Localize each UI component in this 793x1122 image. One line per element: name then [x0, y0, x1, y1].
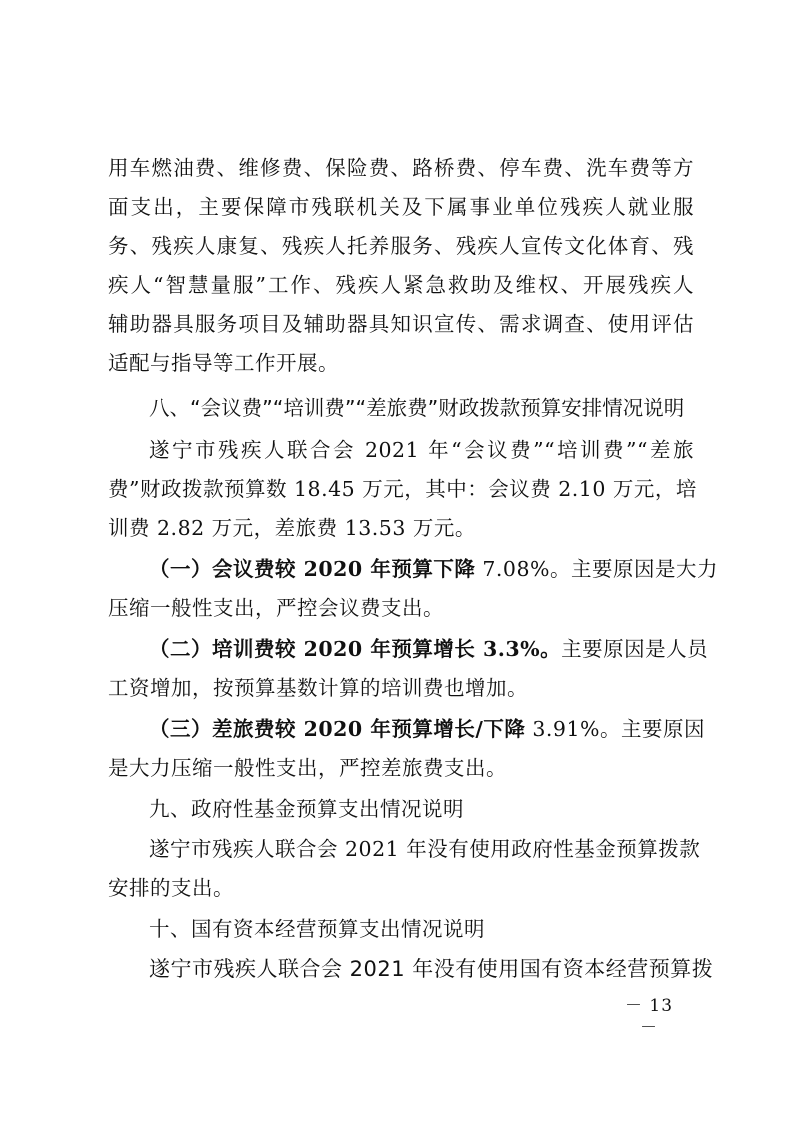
subsection-2-title: （二）培训费较 2020 年预算增长 3.3%。	[149, 637, 562, 661]
body-line-2: 面支出，主要保障市残联机关及下属事业单位残疾人就业服	[108, 195, 694, 219]
body-line-16: 是大力压缩一般性支出，严控差旅费支出。	[108, 756, 507, 780]
body-line-1: 用车燃油费、维修费、保险费、路桥费、停车费、洗车费等方	[108, 156, 694, 180]
subsection-2-reason: 主要原因是人员	[561, 637, 709, 661]
subsection-3-reason: 主要原因	[620, 717, 705, 741]
body-line-6: 适配与指导等工作开展。	[108, 351, 339, 375]
body-line-21: 遂宁市残疾人联合会 2021 年没有使用国有资本经营预算拨	[149, 957, 714, 981]
body-line-8: 遂宁市残疾人联合会 2021 年“会议费”“培训费”“差旅	[149, 438, 694, 462]
subsection-1-line	[149, 556, 718, 582]
body-line-10: 训费 2.82 万元，差旅费 13.53 万元。	[108, 516, 476, 540]
section-heading-8: 八、“会议费”“培训费”“差旅费”财政拨款预算安排情况说明	[149, 396, 685, 420]
body-line-18: 遂宁市残疾人联合会 2021 年没有使用政府性基金预算拨款	[149, 837, 701, 861]
subsection-2-line	[149, 636, 709, 662]
body-line-19: 安排的支出。	[108, 876, 234, 900]
page-number: － 13 －	[624, 996, 674, 1038]
subsection-3-line	[149, 716, 705, 742]
section-heading-10: 十、国有资本经营预算支出情况说明	[149, 917, 485, 941]
body-line-9: 费”财政拨款预算数 18.45 万元，其中：会议费 2.10 万元，培	[108, 477, 697, 501]
subsection-3-title: （三）差旅费较 2020 年预算增长/下降	[149, 717, 526, 741]
body-line-4: 疾人“智慧量服”工作、残疾人紧急救助及维权、开展残疾人	[108, 273, 694, 297]
body-line-5: 辅助器具服务项目及辅助器具知识宣传、需求调查、使用评估	[108, 312, 694, 336]
body-line-12: 压缩一般性支出，严控会议费支出。	[108, 596, 444, 620]
body-line-14: 工资增加，按预算基数计算的培训费也增加。	[108, 676, 528, 700]
subsection-1-reason: 主要原因是大力	[570, 557, 718, 581]
subsection-3-percent: 3.91%。	[525, 717, 621, 741]
subsection-1-title: （一）会议费较 2020 年预算下降	[149, 557, 476, 581]
body-line-3: 务、残疾人康复、残疾人托养服务、残疾人宣传文化体育、残	[108, 234, 694, 258]
section-heading-9: 九、政府性基金预算支出情况说明	[149, 797, 464, 821]
subsection-1-percent: 7.08%。	[475, 557, 571, 581]
